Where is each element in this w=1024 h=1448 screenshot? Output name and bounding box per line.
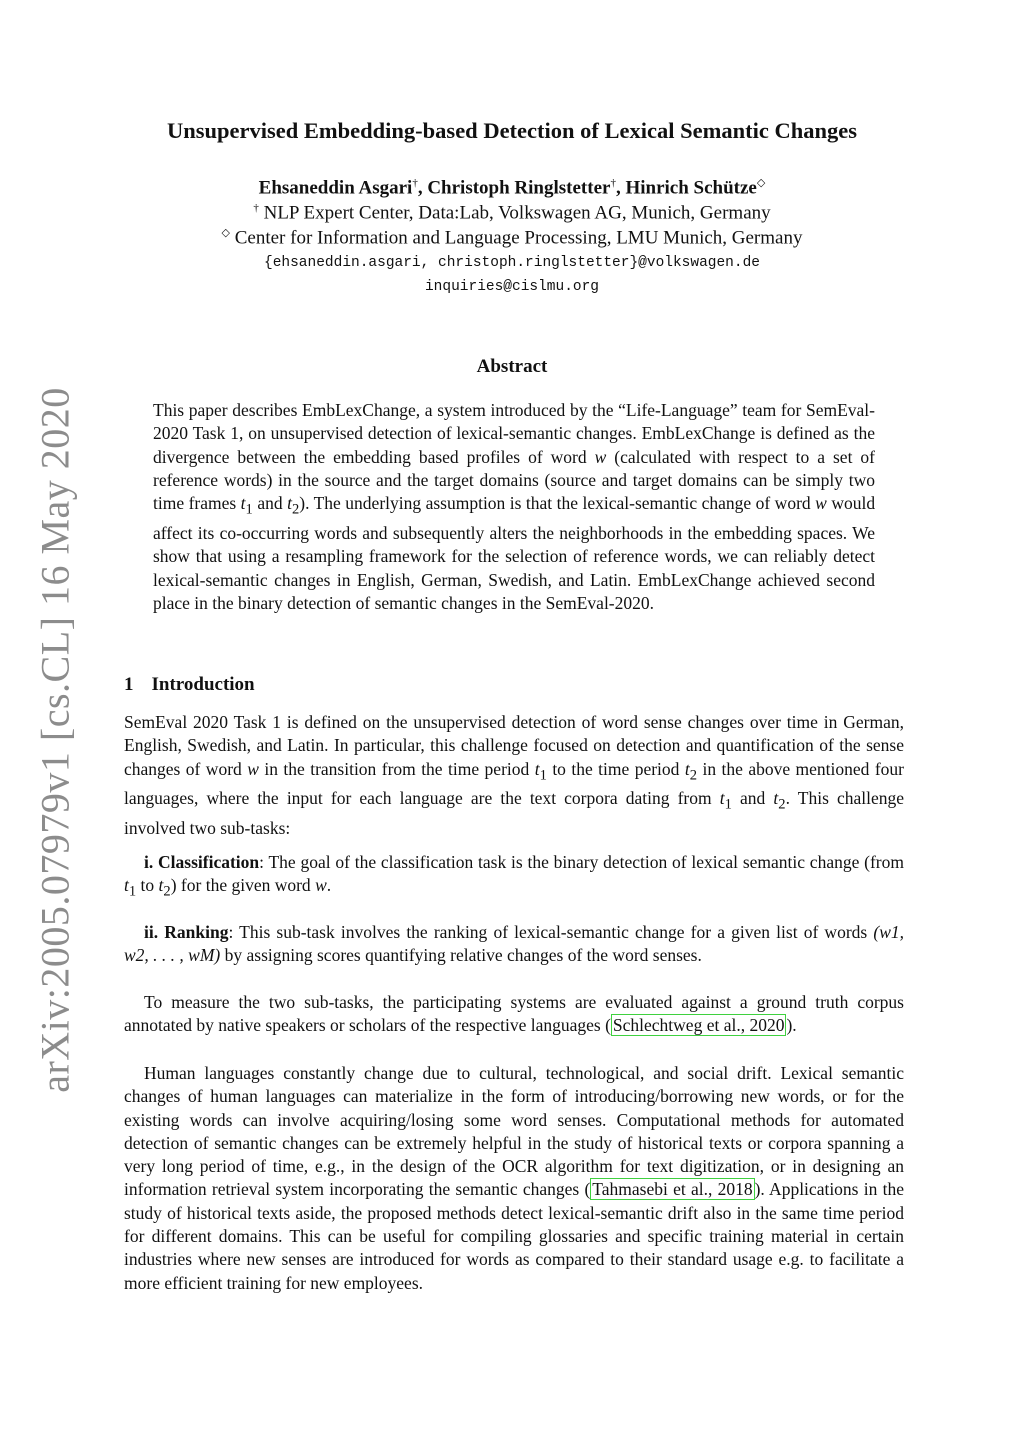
email-volkswagen: {ehsaneddin.asgari, christoph.ringlstetter}@volkswagen.de	[264, 255, 760, 271]
abstract-heading: Abstract	[476, 356, 548, 377]
author-ringlstetter: Christoph Ringlstetter	[427, 177, 611, 199]
arxiv-side-label: arXiv:2005.07979v1 [cs.CL] 16 May 2020	[32, 387, 78, 1093]
citation-schlechtweg-2020[interactable]: Schlechtweg et al., 2020	[612, 1015, 785, 1036]
affiliation-volkswagen: † NLP Expert Center, Data:Lab, Volkswagen AG, Munich, Germany	[253, 202, 771, 224]
intro-paragraph-1: SemEval 2020 Task 1 is defined on the unsupervised detection of word sense changes over time in German, English, Swedish, and Latin. In particular, this challenge focused on detection and quantification of the sense changes of word w in the transition from the time period $t_1$ to the time period $t_2$ in the above mentioned four languages, where the input for each language are the text corpora dating from $t_1$ and $t_2$. This challenge involved two sub-tasks:	[124, 712, 905, 839]
citation-tahmasebi-2018[interactable]: Tahmasebi et al., 2018	[592, 1179, 753, 1200]
affiliation-lmu: ◇ Center for Information and Language Processing, LMU Munich, Germany	[221, 227, 803, 249]
section-heading-introduction: 1 Introduction	[124, 674, 255, 695]
ranking-paragraph: ii. Ranking: This sub-task involves the ranking of lexical-semantic change for a given list of words (w1, w2, . . . , wM) by assigning scores quantifying relative changes of the word senses.	[124, 922, 904, 966]
classification-paragraph: i. Classification: The goal of the classification task is the binary detection of lexical semantic change (from $t_1$ to $t_2$) for the given word w.	[124, 852, 904, 900]
author-asgari: Ehsaneddin Asgari	[258, 177, 413, 199]
paper-title: Unsupervised Embedding-based Detection of Lexical Semantic Changes	[166, 118, 858, 143]
email-cis: inquiries@cislmu.org	[424, 279, 600, 295]
evaluation-paragraph: To measure the two sub-tasks, the participating systems are evaluated against a ground truth corpus annotated by native speakers or scholars of the respective languages ( Schlechtweg et al., 2020 ).	[124, 992, 904, 1036]
author-schuetze: Hinrich Schütze	[625, 177, 757, 199]
author-list: Ehsaneddin Asgari†, Christoph Ringlstetter†, Hinrich Schütze◇	[258, 177, 766, 199]
abstract-body: This paper describes EmbLexChange, a system introduced by the “Life-Language” team for SemEval-2020 Task 1, on unsupervised detection of lexical-semantic changes. EmbLexChange is defined as the divergence between the embedding based profiles of word w (calculated with respect to a set of reference words) in the source and the target domains (source and target domains can be simply two time frames $t_1$ and $t_2$). The underlying assumption is that the lexical-semantic change of word w would affect its co-occurring words and subsequently alters the neighborhoods in the embedding spaces. We show that using a resampling framework for the selection of reference words, we can reliably detect lexical-semantic changes in English, German, Swedish, and Latin. EmbLexChange achieved second place in the binary detection of semantic changes in the SemEval-2020.	[153, 400, 876, 613]
motivation-paragraph: Human languages constantly change due to cultural, technological, and social drift. Lexical semantic changes of human languages can materialize in the form of introducing/borrowing new words, or for the existing words can involve acquiring/losing some word senses. Computational methods for automated detection of semantic changes can be extremely helpful in the study of historical texts or corpora spanning a very long period of time, e.g., in the design of the OCR algorithm for text digitization, or in designing an information retrieval system incorporating the semantic changes ( Tahmasebi et al., 2018 ). Applications in the study of historical texts aside, the proposed methods detect lexical-semantic drift also in the same time period for different domains. This can be useful for compiling glossaries and specific training material in certain industries where new senses are introduced for words as compared to their standard usage e.g. to facilitate a more efficient training for new employees.	[124, 1063, 904, 1293]
